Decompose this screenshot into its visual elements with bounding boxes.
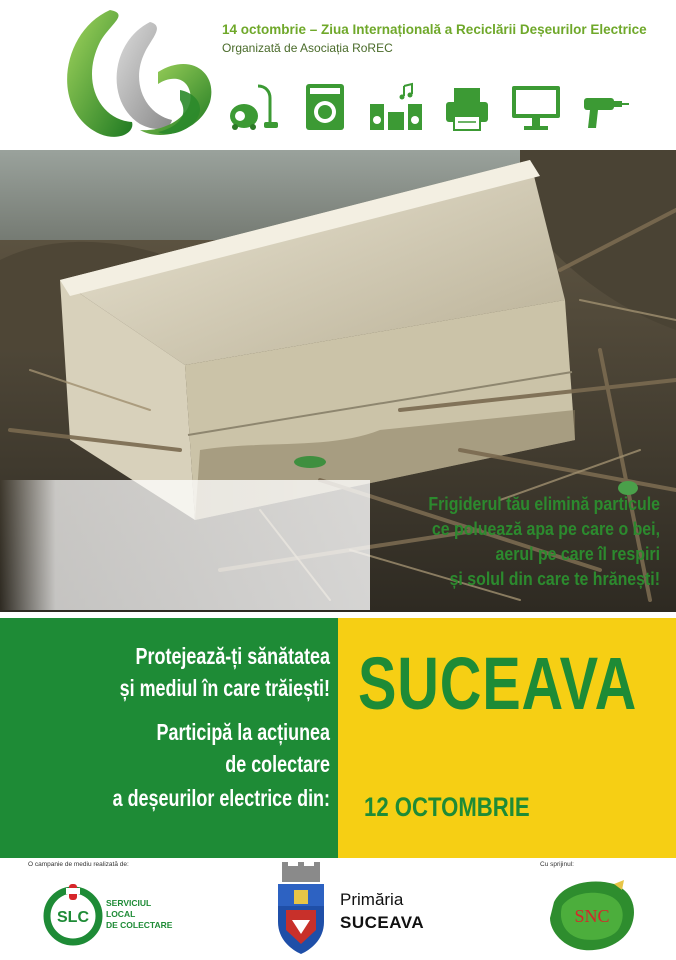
- vacuum-cleaner-icon: [226, 82, 284, 132]
- fridge-warning-caption: [368, 491, 660, 591]
- slc-short: SLC: [57, 909, 89, 926]
- message-line: Protejează-ți sănătatea: [135, 643, 330, 669]
- rorec-logo: [40, 2, 220, 148]
- message-line: a deșeurilor electrice din:: [112, 785, 331, 811]
- location-panel: [338, 618, 676, 858]
- primaria-city: SUCEAVA: [340, 913, 425, 932]
- slc-line: SERVICIUL: [106, 898, 152, 908]
- caption-line: ce poluează apa pe care o bei,: [431, 518, 660, 539]
- slc-name: [106, 898, 172, 931]
- drill-icon: [580, 82, 630, 132]
- footer: [0, 858, 676, 960]
- suceava-coat-of-arms: [272, 860, 330, 956]
- organizer-text: Organizată de Asociația RoREC: [222, 41, 393, 55]
- caption-line: aerul pe care îl respiri: [495, 543, 660, 564]
- washing-machine-icon: [304, 82, 346, 132]
- message-line: de colectare: [225, 751, 330, 777]
- call-to-action-panel: [0, 618, 338, 858]
- caption-backdrop: [0, 480, 370, 610]
- snc-short: SNC: [574, 906, 610, 926]
- stereo-speakers-icon: [368, 82, 424, 132]
- campaign-note: O campanie de mediu realizată de:: [28, 861, 129, 868]
- printer-icon: [444, 82, 490, 132]
- collection-date: 12 OCTOMBRIE: [364, 792, 530, 822]
- polluted-riverbank-photo: [0, 150, 676, 612]
- city-name: SUCEAVA: [358, 642, 638, 725]
- snc-logo: [544, 872, 640, 956]
- primaria-label: Primăria: [340, 890, 404, 909]
- message-line: Participă la acțiunea: [156, 719, 330, 745]
- header: [0, 0, 676, 150]
- slc-line: DE COLECTARE: [106, 920, 173, 930]
- slc-logo: [40, 880, 106, 946]
- event-title: 14 octombrie – Ziua Internațională a Reciclării Deșeurilor Electrice: [222, 22, 647, 37]
- slc-line: LOCAL: [106, 909, 136, 919]
- message-line: și mediul în care trăiești!: [119, 675, 330, 701]
- appliance-icons: [226, 82, 646, 134]
- caption-line: Frigiderul tău elimină particule: [428, 493, 660, 514]
- monitor-icon: [510, 82, 562, 132]
- support-note: Cu sprijinul:: [540, 861, 574, 868]
- caption-line: și solul din care te hrănești!: [449, 568, 660, 589]
